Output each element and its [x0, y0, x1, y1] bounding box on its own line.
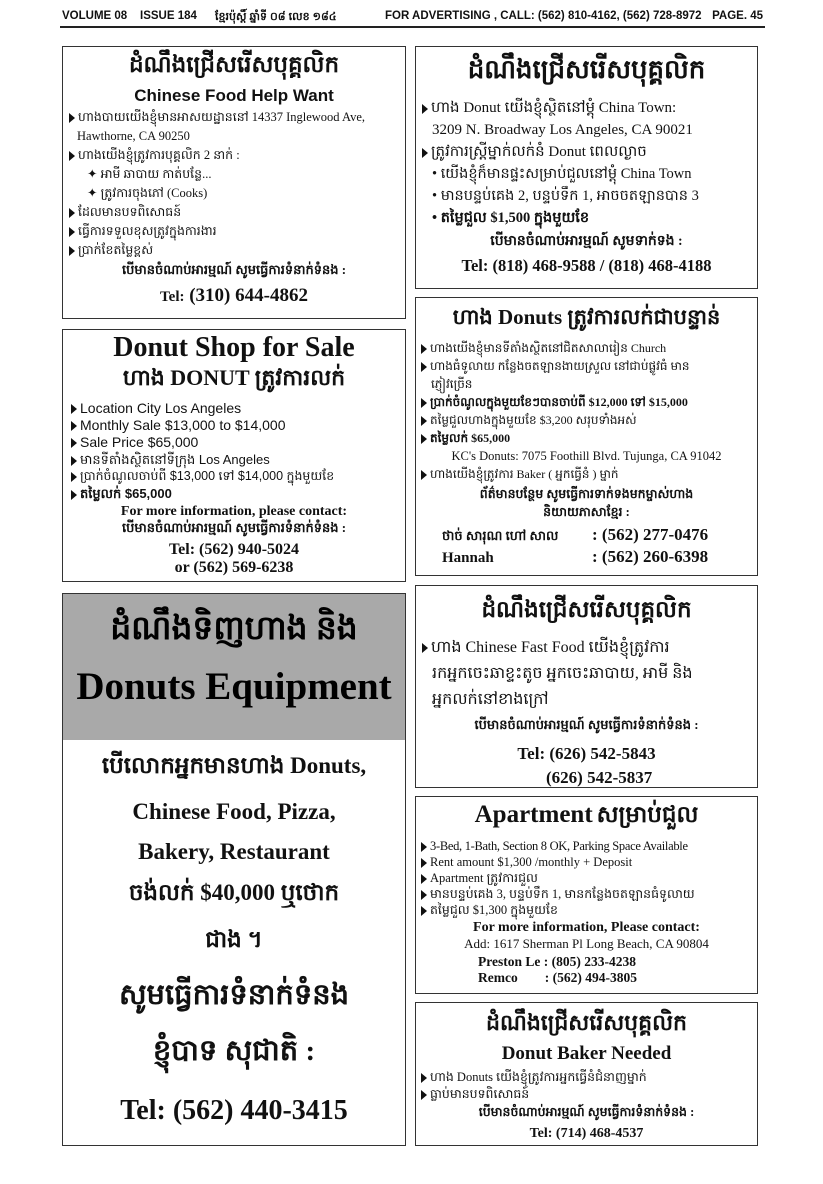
- ad2-more-info: For more information, please contact:: [120, 504, 348, 519]
- ad2-line: Location City Los Angeles: [71, 400, 397, 417]
- ad8-phone: Tel: (714) 468-4537: [529, 1126, 644, 1141]
- ad-chinese-fast-food: [415, 585, 758, 788]
- ad-donut-shop-for-sale: [62, 329, 406, 582]
- ad7-address: Add: 1617 Sherman Pl Long Beach, CA 90804: [464, 936, 709, 951]
- ad4-line: • តម្លៃជួល $1,500 ក្នុងមួយខែ: [432, 210, 590, 226]
- ad5-name-2: Hannah: [442, 550, 494, 566]
- ad1-line: Hawthorne, CA 90250: [77, 129, 190, 143]
- ad7-line: តម្លៃជួល $1,300 ក្នុងមួយខែ: [421, 902, 752, 918]
- ad1-line: ប្រាក់ខែតម្លៃខ្ពស់: [69, 241, 399, 260]
- ad3-line-4: ចង់លក់ $40,000 ឬថោក: [128, 880, 340, 905]
- ad4-contact-text: បើមានចំណាប់អារម្មណ៍ សូមទាក់ទង :: [490, 234, 683, 249]
- advertising-label: FOR ADVERTISING , CALL: (562) 810-4162, (562) 728-8972: [385, 10, 702, 22]
- ad3-line-5: ជាង ។: [205, 927, 263, 952]
- ad3-title-khmer: ដំណឹងទិញហាង និង: [110, 611, 358, 647]
- ad3-phone: Tel: (562) 440-3415: [120, 1095, 348, 1126]
- ad2-title-khmer: ហាង DONUT ត្រូវការលក់: [122, 365, 346, 390]
- ad5-line: ភ្ញៀវច្រើន: [431, 377, 473, 391]
- ad1-line: ✦ ត្រូវការចុងភៅ (Cooks): [87, 186, 208, 200]
- ad1-line: ដែលមានបទពិសោធន៍: [69, 203, 399, 222]
- ad5-phone-2: : (562) 260-6398: [592, 547, 709, 566]
- ad4-line: • មានបន្ទប់គេង 2, បន្ទប់ទឹក 1, អាចចតឡានបាន 3: [432, 188, 699, 204]
- ad1-title-khmer: ដំណឹងជ្រើសរើសបុគ្គលិក: [128, 52, 340, 77]
- ad5-line: ហាងយើងខ្ញុំមានទីតាំងស្ថិតនៅជិតសាលារៀន Church: [421, 339, 752, 357]
- ad6-title-khmer: ដំណឹងជ្រើសរើសបុគ្គលិក: [481, 597, 692, 622]
- ad5-contact-row-1: [416, 525, 757, 547]
- ad1-line: ✦ អាមី ឆាបាយ កាត់បន្លែ...: [87, 167, 212, 181]
- page-header: [60, 6, 765, 28]
- ad1-title-english: Chinese Food Help Want: [134, 86, 334, 105]
- ad-donut-baker-needed: [415, 1002, 758, 1146]
- ad5-line: KC's Donuts: 7075 Foothill Blvd. Tujunga, CA 91042: [451, 449, 722, 463]
- ad-chinese-food-help: [62, 46, 406, 319]
- ad7-title-english: Apartment: [474, 801, 593, 828]
- ad7-line: Apartment ត្រូវការជួល: [421, 870, 752, 886]
- ad8-title-khmer: ដំណឹងជ្រើសរើសបុគ្គលិក: [486, 1010, 687, 1035]
- ad8-title-english: Donut Baker Needed: [501, 1043, 672, 1064]
- ad6-line: អ្នកលក់នៅខាងក្រៅ: [432, 691, 549, 708]
- ad2-line: Sale Price $65,000: [71, 434, 397, 451]
- ad5-contact-row-2: [416, 547, 757, 569]
- ad4-phone: Tel: (818) 468-9588 / (818) 468-4188: [461, 256, 712, 275]
- ad7-contact-2: Remco : (562) 494-3805: [478, 970, 637, 985]
- ad3-contact-1: សូមធ្វើការទំនាក់ទំនង: [118, 979, 350, 1011]
- ad3-line-2: Chinese Food, Pizza,: [132, 799, 336, 824]
- ad2-line: តម្លៃលក់ $65,000: [71, 485, 397, 502]
- ad1-line: ហាងបាយយើងខ្ញុំមានអាសយដ្ឋាននៅ 14337 Inglewood Ave,: [69, 108, 399, 127]
- ad8-line: ហាង Donuts យើងខ្ញុំត្រូវការអ្នកធ្វើនំជំនាញម្នាក់: [421, 1069, 752, 1086]
- ad5-name-1: ថាច់ សារុណ ហៅ សាល: [442, 528, 559, 543]
- ad1-tel-label: Tel:: [160, 289, 185, 305]
- ad7-line: 3-Bed, 1-Bath, Section 8 OK, Parking Space Available: [421, 838, 752, 854]
- ad7-contact-1: Preston Le : (805) 233-4238: [478, 954, 636, 969]
- ad4-line: • យើងខ្ញុំក៏មានផ្ទះសម្រាប់ជួលនៅម្ដុំ China Town: [432, 166, 692, 182]
- ad1-line: ធ្វើការទទួលខុសត្រូវក្នុងការងារ: [69, 222, 399, 241]
- ad3-line-1: បើលោកអ្នកមានហាង Donuts,: [101, 753, 367, 778]
- ad4-line: ត្រូវការស្ត្រីម្នាក់លក់នំ Donut ពេលល្ងាច: [422, 141, 751, 163]
- ad-donuts-equipment: [62, 593, 406, 1146]
- issue-label: ISSUE 184: [140, 10, 197, 22]
- ad4-title-khmer: ដំណឹងជ្រើសរើសបុគ្គលិក: [467, 55, 706, 84]
- ad4-line: ហាង Donut យើងខ្ញុំស្ថិតនៅម្ដុំ China Town:: [422, 97, 751, 119]
- ad5-contact-1: ព័ត៌មានបន្ថែម សូមធ្វើការទាក់ទងមកម្ចាស់ហាង: [479, 487, 694, 501]
- ad1-phone: (310) 644-4862: [189, 285, 308, 306]
- ad5-line: តម្លៃលក់ $65,000: [421, 429, 752, 447]
- ad2-line: ប្រាក់ចំណូលចាប់ពី $13,000 ទៅ $14,000 ក្នុងមួយខែ: [71, 468, 397, 485]
- ad2-contact-text: បើមានចំណាប់អារម្មណ៍ សូមធ្វើការទំនាក់ទំនង :: [121, 520, 347, 535]
- ad2-line: មានទីតាំងស្ថិតនៅទីក្រុង Los Angeles: [71, 451, 397, 468]
- ad5-line: តម្លៃជួលហាងក្នុងមួយខែ $3,200 សរុបទាំងអស់: [421, 411, 752, 429]
- ad5-line: ប្រាក់ចំណូលក្នុងមួយខែៗបានចាប់ពី $12,000 ទៅ $15,000: [421, 393, 752, 411]
- ad6-phone-1: Tel: (626) 542-5843: [517, 744, 656, 763]
- ad5-title: ហាង Donuts ត្រូវការលក់ជាបន្ទាន់: [452, 305, 721, 329]
- ad2-phone-1: Tel: (562) 940-5024: [168, 541, 300, 558]
- ad7-title-khmer: សម្រាប់ជួល: [596, 802, 699, 827]
- ad7-line: Rent amount $1,300 /monthly + Deposit: [421, 854, 752, 870]
- ad6-contact-text: បើមានចំណាប់អារម្មណ៍ សូមធ្វើការទំនាក់ទំនង :: [474, 717, 699, 732]
- ad6-line: រកអ្នកចេះឆាខ្ទះតូច អ្នកចេះឆាបាយ, អាមី និង: [432, 665, 693, 682]
- ad3-title-banner: [63, 594, 405, 740]
- ad1-contact-text: បើមានចំណាប់អារម្មណ៍ សូមធ្វើការទំនាក់ទំនង :: [121, 262, 347, 277]
- ad8-line: ធ្លាប់មានបទពិសោធន៍: [421, 1086, 752, 1103]
- ad2-title-english: Donut Shop for Sale: [113, 332, 355, 363]
- volume-label: VOLUME 08: [62, 10, 128, 22]
- ad5-line: ហាងយើងខ្ញុំត្រូវការ Baker ( អ្នកធ្វើនំ ) ម្នាក់: [421, 465, 752, 483]
- ad-apartment-for-rent: [415, 796, 758, 994]
- ad-donut-china-town: [415, 46, 758, 289]
- ad5-line: ហាងធំទូលាយ កន្លែងចតឡានងាយស្រួល នៅជាប់ផ្លូវធំ មាន: [421, 357, 752, 375]
- ad1-line: ហាងយើងខ្ញុំត្រូវការបុគ្គលិក 2 នាក់ :: [69, 146, 399, 165]
- ad6-phone-2: (626) 542-5837: [546, 768, 653, 787]
- ad-donuts-urgent-sale: [415, 297, 758, 576]
- page-number: PAGE. 45: [712, 10, 763, 22]
- ad7-more-info: For more information, Please contact:: [473, 920, 700, 935]
- khmer-issue-label: ខ្មែរប៉ុស្តិ៍ ឆ្នាំទី ០៨ លេខ ១៨៤: [215, 11, 337, 23]
- ad4-line: 3209 N. Broadway Los Angeles, CA 90021: [432, 122, 693, 138]
- ad8-contact-text: បើមានចំណាប់អារម្មណ៍ សូមធ្វើការទំនាក់ទំនង :: [478, 1105, 695, 1119]
- ad5-contact-2: និយាយភាសាខ្មែរ :: [543, 505, 630, 519]
- ad6-line: ហាង Chinese Fast Food យើងខ្ញុំត្រូវការ: [422, 635, 751, 661]
- ad7-line: មានបន្ទប់គេង 3, បន្ទប់ទឹក 1, មានកន្លែងចតឡានធំទូលាយ: [421, 886, 752, 902]
- ad3-line-3: Bakery, Restaurant: [138, 839, 330, 864]
- ad5-phone-1: : (562) 277-0476: [592, 525, 709, 544]
- ad2-line: Monthly Sale $13,000 to $14,000: [71, 417, 397, 434]
- ad3-title-english: Donuts Equipment: [76, 665, 392, 708]
- ad2-phone-2: or (562) 569-6238: [174, 559, 294, 576]
- ad3-contact-2: ខ្ញុំបាទ សុជាតិ :: [152, 1035, 316, 1067]
